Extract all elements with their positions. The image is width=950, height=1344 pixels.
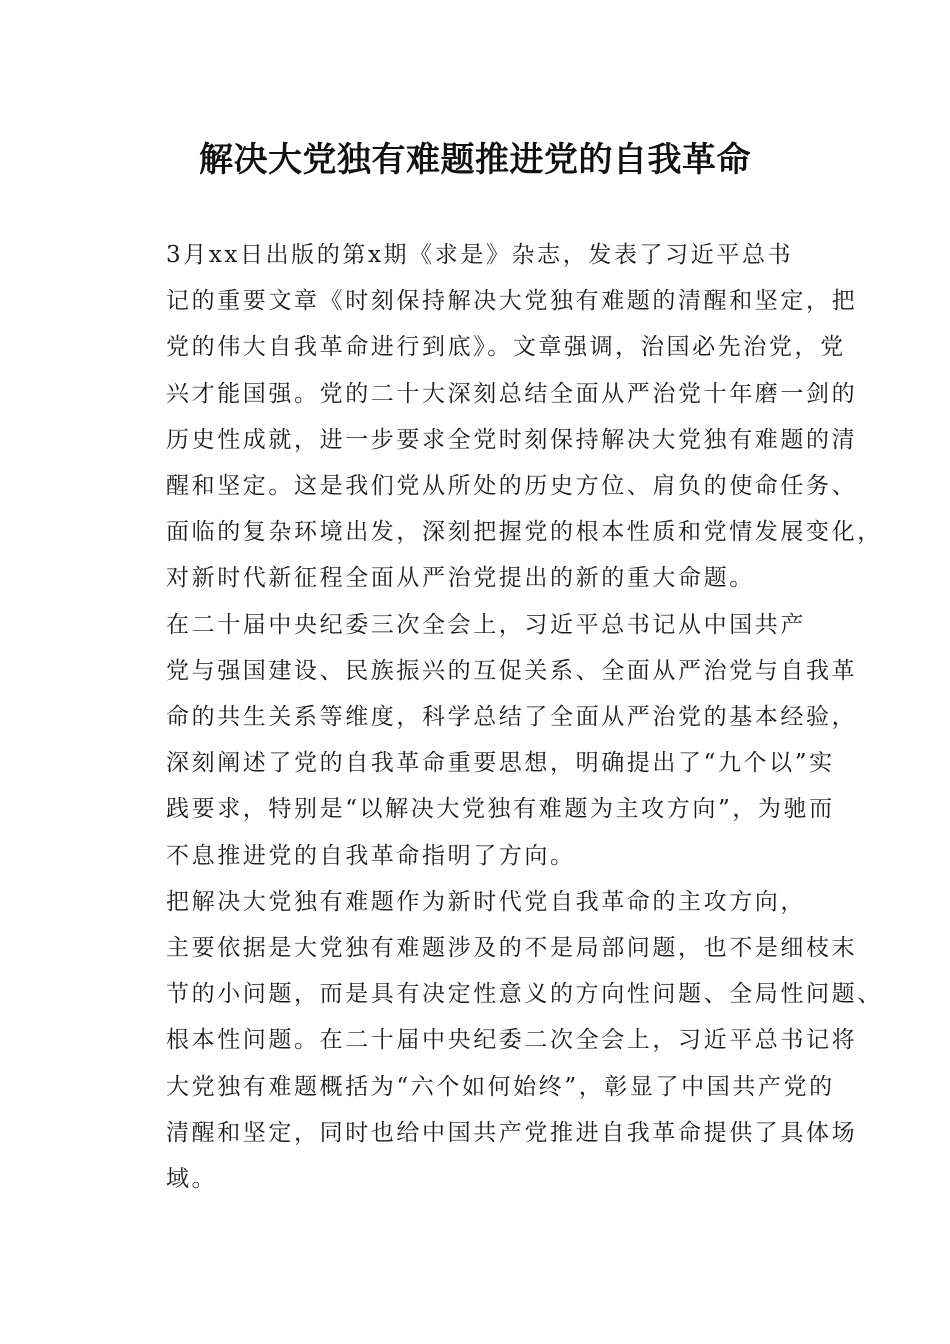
paragraph-line: 根本性问题。在二十届中央纪委二次全会上，习近平总书记将 — [166, 1027, 858, 1054]
paragraph-line: 面临的复杂环境出发，深刻把握党的根本性质和党情发展变化， — [166, 519, 883, 546]
paragraph-line: 对新时代新征程全面从严治党提出的新的重大命题。 — [166, 565, 755, 592]
paragraph-2 — [120, 602, 858, 879]
paragraph-line: 主要依据是大党独有难题涉及的不是局部问题，也不是细枝末 — [166, 935, 858, 962]
paragraph-line: 节的小问题，而是具有决定性意义的方向性问题、全局性问题、 — [166, 981, 883, 1008]
paragraph-line: 3月xx日出版的第x期《求是》杂志，发表了习近平总书 — [166, 242, 794, 268]
paragraph-line: 不息推进党的自我革命指明了方向。 — [166, 842, 576, 869]
paragraph-3 — [120, 879, 883, 1202]
paragraph-line: 兴才能国强。党的二十大深刻总结全面从严治党十年磨一剑的 — [166, 380, 858, 407]
paragraph-line: 记的重要文章《时刻保持解决大党独有难题的清醒和坚定，把 — [166, 288, 858, 315]
paragraph-line: 践要求，特别是“以解决大党独有难题为主攻方向”，为驰而 — [166, 796, 835, 823]
paragraph-line: 把解决大党独有难题作为新时代党自我革命的主攻方向， — [166, 888, 806, 915]
paragraph-line: 域。 — [166, 1166, 218, 1193]
paragraph-line: 命的共生关系等维度，科学总结了全面从严治党的基本经验， — [166, 704, 858, 731]
paragraph-line: 醒和坚定。这是我们党从所处的历史方位、肩负的使命任务、 — [166, 473, 858, 500]
document-title: 解决大党独有难题推进党的自我革命 — [199, 140, 751, 180]
paragraph-line: 党与强国建设、民族振兴的互促关系、全面从严治党与自我革 — [166, 657, 858, 684]
paragraph-line: 大党独有难题概括为“六个如何始终”，彰显了中国共产党的 — [166, 1073, 835, 1100]
paragraph-line: 清醒和坚定，同时也给中国共产党推进自我革命提供了具体场 — [166, 1119, 858, 1146]
paragraph-line: 在二十届中央纪委三次全会上，习近平总书记从中国共产 — [166, 611, 806, 638]
paragraph-1 — [120, 232, 883, 602]
paragraph-line: 深刻阐述了党的自我革命重要思想，明确提出了“九个以”实 — [166, 750, 835, 777]
document-body — [120, 232, 883, 1202]
paragraph-line: 党的伟大自我革命进行到底》。文章强调，治国必先治党，党 — [166, 334, 846, 361]
paragraph-line: 历史性成就，进一步要求全党时刻保持解决大党独有难题的清 — [166, 426, 858, 453]
